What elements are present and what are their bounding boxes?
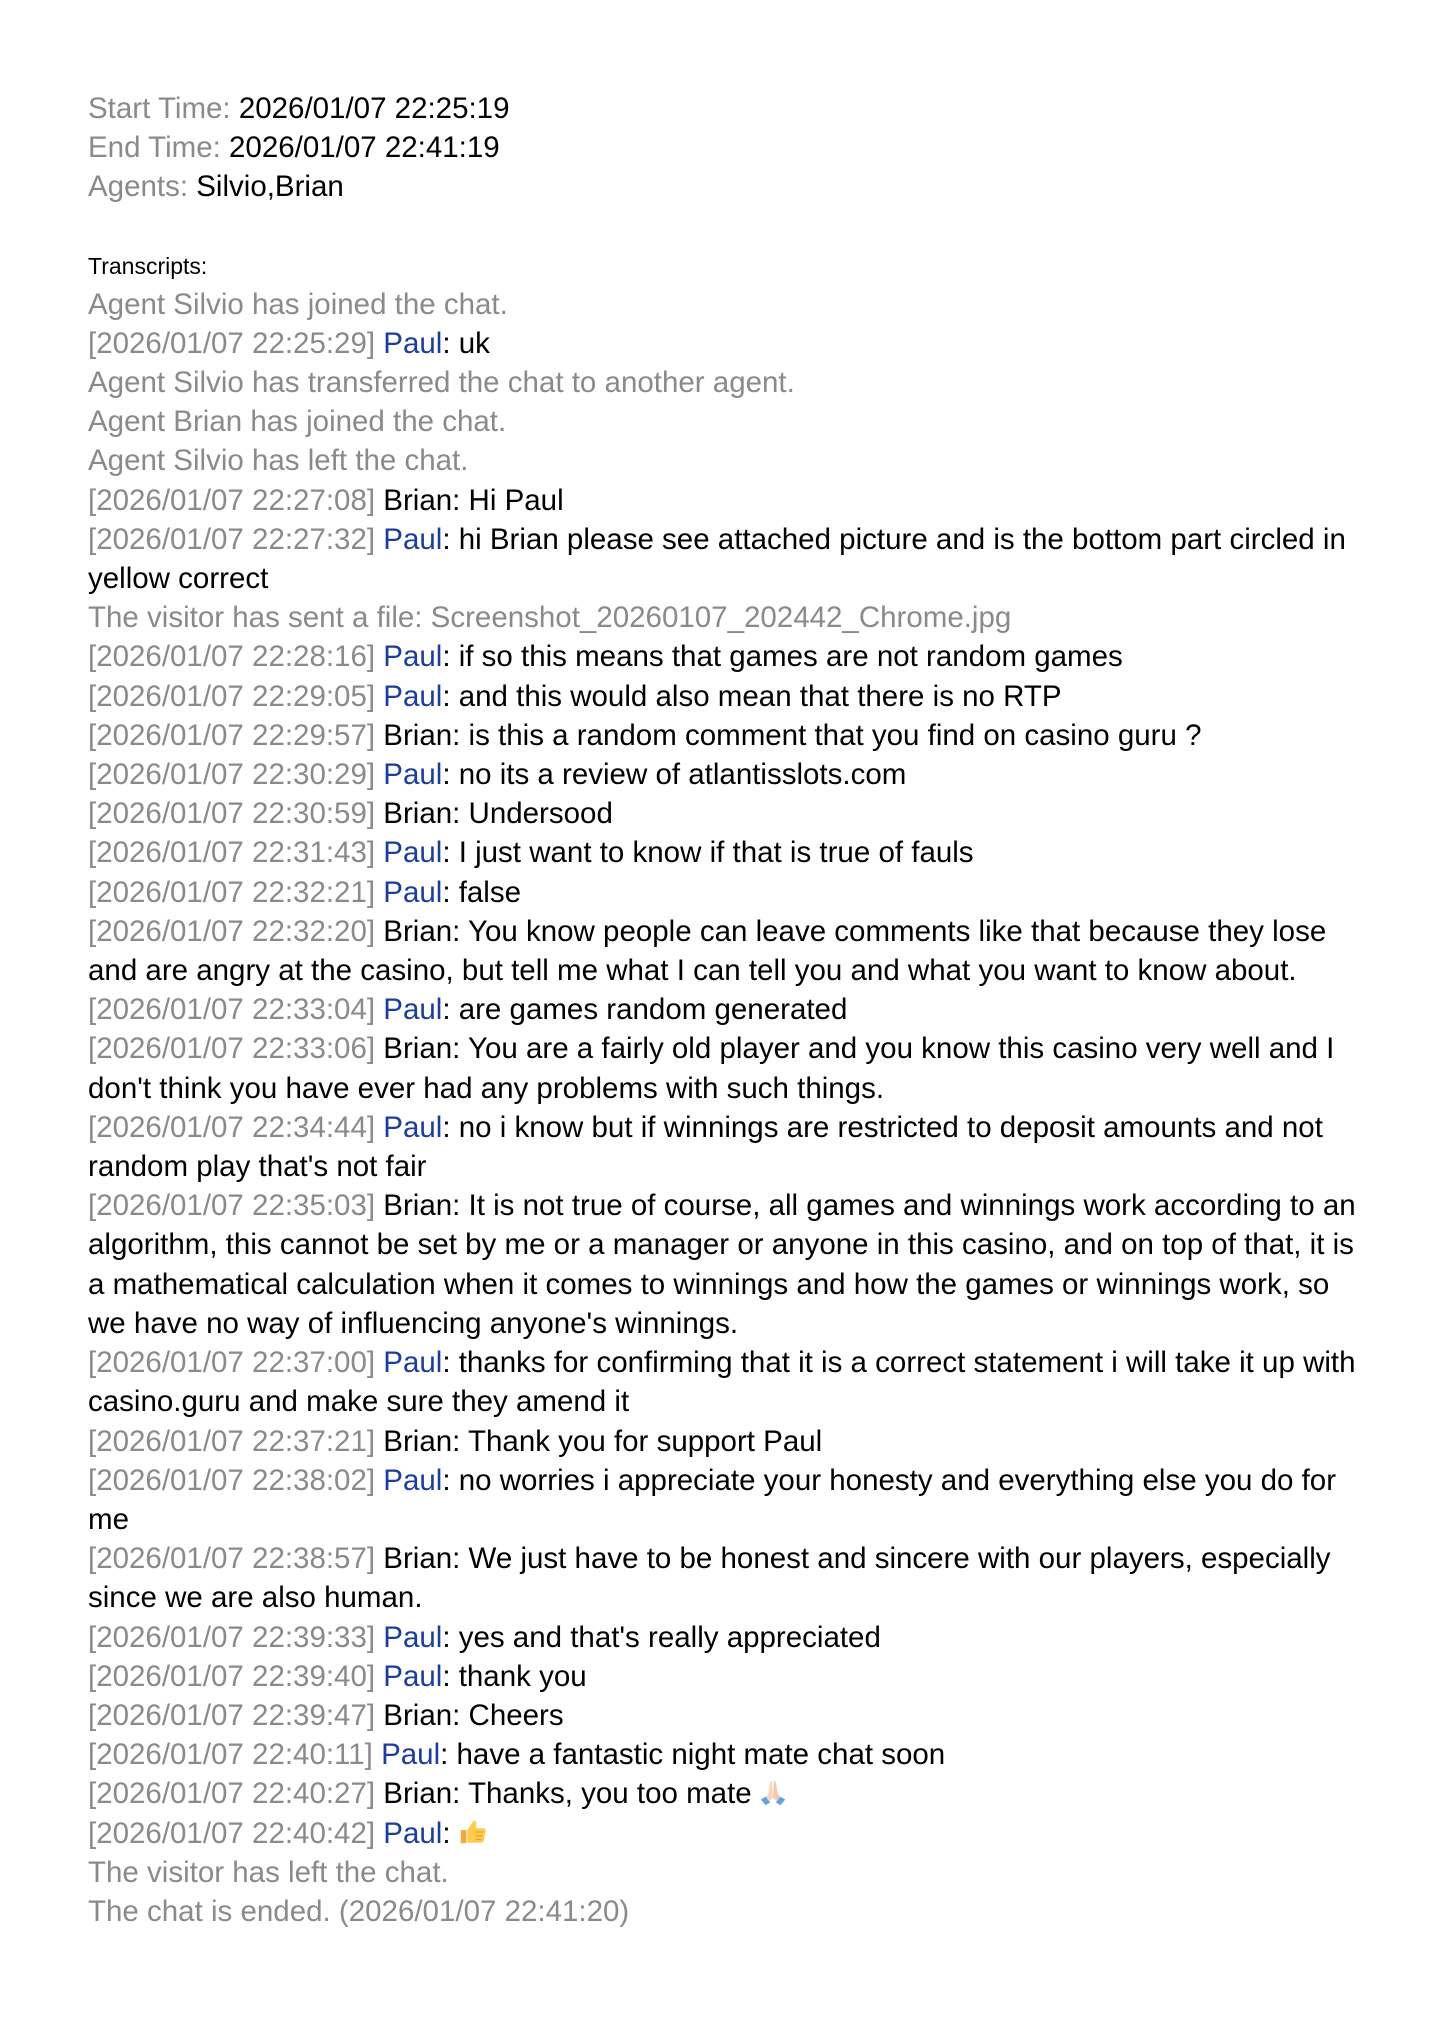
visitor-name: Paul xyxy=(383,1110,443,1144)
message-text: : Thank you for support Paul xyxy=(452,1424,823,1458)
message-text: : if so this means that games are not random games xyxy=(442,640,1123,674)
message-text: : Undersood xyxy=(452,797,613,831)
chat-message xyxy=(88,324,1356,363)
message-text: : xyxy=(442,1816,451,1850)
system-message xyxy=(88,1892,1356,1931)
system-message xyxy=(88,402,1356,441)
transcripts-heading: Transcripts: xyxy=(88,252,208,279)
message-timestamp: [2026/01/07 22:33:04] xyxy=(88,993,384,1027)
agent-name: Brian xyxy=(383,483,453,517)
chat-message xyxy=(88,677,1356,716)
agents-label: Agents: xyxy=(88,170,197,204)
message-timestamp: [2026/01/07 22:29:05] xyxy=(88,679,384,713)
chat-message xyxy=(88,1343,1356,1421)
start-time-value: 2026/01/07 22:25:19 xyxy=(238,92,510,125)
message-timestamp: [2026/01/07 22:27:32] xyxy=(88,522,384,556)
message-text: : thank you xyxy=(442,1659,587,1693)
chat-message xyxy=(88,1186,1356,1343)
thumbs-up-icon xyxy=(457,1817,487,1847)
spacer xyxy=(88,207,1356,251)
chat-message xyxy=(88,1618,1356,1657)
chat-message xyxy=(88,873,1356,912)
chat-message xyxy=(88,1696,1356,1735)
message-text: : You know people can leave comments like that because they lose and are angry at the casino, but tell me what I can tell you and what you want to know about. xyxy=(88,914,1327,988)
message-timestamp: [2026/01/07 22:37:21] xyxy=(88,1424,384,1458)
message-text: : false xyxy=(442,875,522,909)
visitor-name: Paul xyxy=(383,679,443,713)
agent-name: Brian xyxy=(383,1032,453,1066)
message-timestamp: [2026/01/07 22:29:57] xyxy=(88,718,384,752)
message-text: : is this a random comment that you find on casino guru ? xyxy=(452,718,1202,752)
chat-message xyxy=(88,1657,1356,1696)
message-timestamp: [2026/01/07 22:40:42] xyxy=(88,1816,384,1850)
praying-hands-icon xyxy=(758,1777,788,1807)
visitor-name: Paul xyxy=(383,758,443,792)
chat-message xyxy=(88,716,1356,755)
message-timestamp: [2026/01/07 22:32:21] xyxy=(88,875,384,909)
system-message xyxy=(88,285,1356,324)
message-timestamp: [2026/01/07 22:37:00] xyxy=(88,1346,384,1380)
visitor-name: Paul xyxy=(383,836,443,870)
message-timestamp: [2026/01/07 22:39:33] xyxy=(88,1620,384,1654)
system-message-text: Agent Silvio has transferred the chat to another agent. xyxy=(88,366,795,400)
end-time-row xyxy=(88,128,1356,167)
message-text: : You are a fairly old player and you know this casino very well and I don't think you have ever had any problems with such things. xyxy=(88,1032,1335,1105)
visitor-name: Paul xyxy=(383,993,443,1027)
system-message xyxy=(88,441,1356,480)
visitor-name: Paul xyxy=(383,1659,443,1693)
system-message-text: The visitor has left the chat. xyxy=(88,1855,449,1889)
chat-message xyxy=(88,1108,1356,1186)
system-message xyxy=(88,598,1356,637)
visitor-name: Paul xyxy=(383,1620,443,1654)
visitor-name: Paul xyxy=(383,522,443,556)
message-timestamp: [2026/01/07 22:40:11] xyxy=(88,1738,382,1772)
agent-name: Brian xyxy=(383,1424,453,1458)
agent-name: Brian xyxy=(383,718,453,752)
chat-message xyxy=(88,833,1356,872)
message-text: : It is not true of course, all games and winnings work according to an algorithm, this cannot be set by me or a manager or anyone in this casino, and on top of that, it is a mathematical calculation when it comes to winnings and how the games or winnings work, so we have no way of influencing anyone's winnings. xyxy=(88,1189,1356,1340)
agents-value: Silvio,Brian xyxy=(196,170,344,204)
message-timestamp: [2026/01/07 22:30:59] xyxy=(88,797,384,831)
message-timestamp: [2026/01/07 22:34:44] xyxy=(88,1110,384,1144)
agent-name: Brian xyxy=(383,1777,453,1811)
message-text: : yes and that's really appreciated xyxy=(442,1620,881,1654)
message-timestamp: [2026/01/07 22:28:16] xyxy=(88,640,384,674)
message-timestamp: [2026/01/07 22:40:27] xyxy=(88,1777,384,1811)
message-text: : Thanks, you too mate xyxy=(452,1777,752,1811)
message-text: : no worries i appreciate your honesty and everything else you do for me xyxy=(88,1463,1337,1536)
message-text: : Cheers xyxy=(452,1698,564,1732)
agent-name: Brian xyxy=(383,1189,453,1223)
start-time-row xyxy=(88,89,1356,128)
message-timestamp: [2026/01/07 22:31:43] xyxy=(88,836,384,870)
system-message-text: Agent Silvio has left the chat. xyxy=(88,444,469,478)
visitor-name: Paul xyxy=(383,1463,443,1497)
visitor-name: Paul xyxy=(381,1738,441,1772)
chat-message xyxy=(88,755,1356,794)
transcript-lines xyxy=(88,285,1356,1932)
agent-name: Brian xyxy=(383,914,453,948)
agent-name: Brian xyxy=(383,797,453,831)
chat-message xyxy=(88,794,1356,833)
chat-message xyxy=(88,1774,1356,1813)
chat-message xyxy=(88,1814,1356,1853)
system-message xyxy=(88,363,1356,402)
chat-message xyxy=(88,1422,1356,1461)
message-timestamp: [2026/01/07 22:39:40] xyxy=(88,1659,384,1693)
message-timestamp: [2026/01/07 22:25:29] xyxy=(88,326,384,360)
agent-name: Brian xyxy=(383,1542,453,1576)
chat-message xyxy=(88,520,1356,598)
visitor-name: Paul xyxy=(383,640,443,674)
chat-message xyxy=(88,1461,1356,1539)
visitor-name: Paul xyxy=(383,1346,443,1380)
system-message-text: The chat is ended. (2026/01/07 22:41:20) xyxy=(88,1894,630,1928)
chat-message xyxy=(88,912,1356,990)
system-message xyxy=(88,1853,1356,1892)
message-text: : hi Brian please see attached picture and is the bottom part circled in yellow correct xyxy=(88,522,1346,596)
system-message-text: Agent Silvio has joined the chat. xyxy=(88,287,508,321)
message-timestamp: [2026/01/07 22:30:29] xyxy=(88,758,384,792)
message-text: : We just have to be honest and sincere with our players, especially since we are also human. xyxy=(88,1542,1331,1615)
message-timestamp: [2026/01/07 22:38:02] xyxy=(88,1463,384,1497)
agent-name: Brian xyxy=(383,1698,453,1732)
visitor-name: Paul xyxy=(383,1816,443,1850)
message-timestamp: [2026/01/07 22:32:20] xyxy=(88,914,384,948)
message-timestamp: [2026/01/07 22:38:57] xyxy=(88,1542,384,1576)
message-timestamp: [2026/01/07 22:39:47] xyxy=(88,1698,384,1732)
message-text: : and this would also mean that there is no RTP xyxy=(442,679,1062,713)
message-text: : have a fantastic night mate chat soon xyxy=(440,1738,946,1772)
agents-row xyxy=(88,167,1356,206)
chat-message xyxy=(88,990,1356,1029)
message-timestamp: [2026/01/07 22:27:08] xyxy=(88,483,384,517)
chat-message xyxy=(88,1735,1356,1774)
start-time-label: Start Time: xyxy=(88,92,239,125)
message-text: : thanks for confirming that it is a correct statement i will take it up with casino.guru and make sure they amend it xyxy=(88,1346,1356,1419)
visitor-name: Paul xyxy=(383,326,443,360)
message-text: : uk xyxy=(442,326,490,360)
chat-message xyxy=(88,1029,1356,1107)
end-time-value: 2026/01/07 22:41:19 xyxy=(229,131,500,165)
message-text: : Hi Paul xyxy=(452,483,564,517)
system-message-text: Agent Brian has joined the chat. xyxy=(88,405,507,439)
chat-transcript-document xyxy=(88,89,1356,1931)
message-text: : are games random generated xyxy=(442,993,848,1027)
chat-message xyxy=(88,481,1356,520)
chat-message xyxy=(88,1539,1356,1617)
chat-message xyxy=(88,637,1356,676)
end-time-label: End Time: xyxy=(88,131,230,165)
message-timestamp: [2026/01/07 22:35:03] xyxy=(88,1189,384,1223)
system-message-text: The visitor has sent a file: Screenshot_20260107_202442_Chrome.jpg xyxy=(88,601,1012,635)
visitor-name: Paul xyxy=(383,875,443,909)
message-text: : no i know but if winnings are restricted to deposit amounts and not random play that's not fair xyxy=(88,1110,1323,1184)
message-text: : I just want to know if that is true of fauls xyxy=(442,836,974,870)
message-timestamp: [2026/01/07 22:33:06] xyxy=(88,1032,384,1066)
message-text: : no its a review of atlantisslots.com xyxy=(442,758,907,792)
